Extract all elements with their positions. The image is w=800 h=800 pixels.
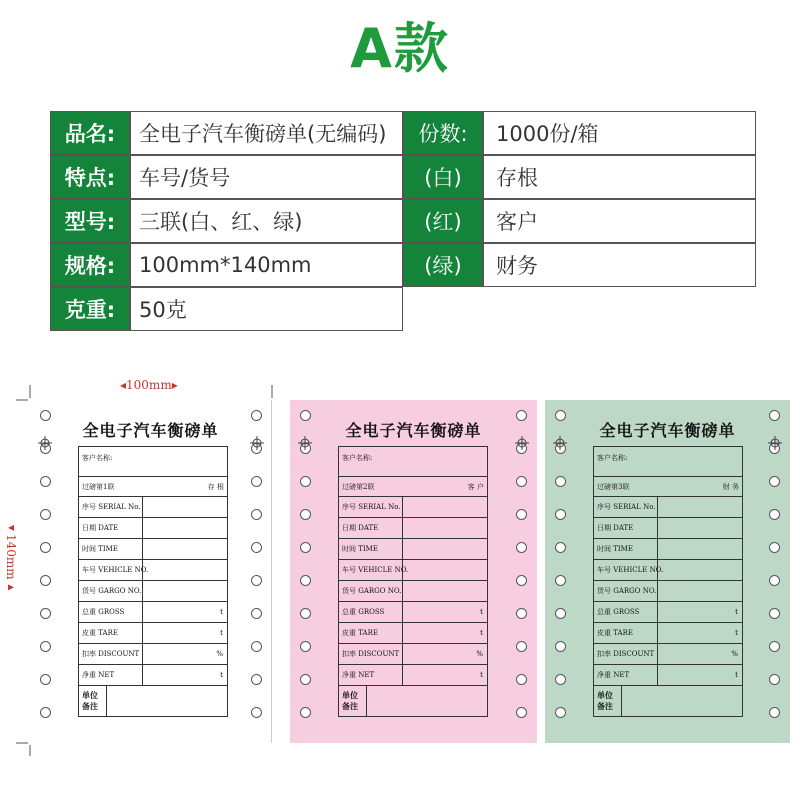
sprocket-hole [555,542,566,553]
sprocket-hole [40,641,51,652]
form-field-row [594,644,742,665]
spec-label: 克重: [50,287,130,331]
spec-value-2: 客户 [483,199,756,243]
form-field-row [79,623,227,644]
registration-mark-icon [250,436,264,450]
field-label: 序号 SERIAL No. [594,497,658,517]
dim-height-label: ◂140mm▸ [4,520,18,594]
unit-label: 单位 [342,690,358,700]
field-label: 净重 NET [339,665,403,685]
sprocket-hole [40,542,51,553]
customer-label: 客户名称: [597,454,628,462]
form-field-row [79,560,227,581]
form-field-row [594,560,742,581]
spec-row-model [50,199,756,243]
copy-role: 存 根 [207,482,224,491]
spec-label: 型号: [50,199,130,243]
field-unit [143,581,227,601]
field-unit: t [220,671,223,679]
form-field-row [339,665,487,686]
sprocket-hole [516,410,527,421]
field-unit: t [220,608,223,616]
field-unit [403,581,487,601]
field-label: 货号 GARGO NO. [339,581,403,601]
sprocket-hole [251,575,262,586]
page-title: A款 [350,17,450,80]
spec-table [50,111,756,332]
copy-role: 财 务 [722,482,739,491]
sprocket-hole [251,542,262,553]
customer-label: 客户名称: [82,454,113,462]
sprocket-hole [769,476,780,487]
form-field-row [594,623,742,644]
field-label: 货号 GARGO NO. [79,581,143,601]
weigh-form [593,446,743,717]
form-field-row [79,581,227,602]
spec-label-2: 份数: [403,111,483,155]
sprocket-hole [555,575,566,586]
sprocket-hole [516,542,527,553]
spec-label: 规格: [50,243,130,287]
field-label: 总重 GROSS [339,602,403,622]
field-label: 皮重 TARE [79,623,143,643]
form-copy-white [30,400,272,743]
field-unit [143,560,227,580]
sprocket-hole [555,707,566,718]
note-label [594,686,622,716]
field-unit [658,518,742,538]
spec-value: 三联(白、红、绿) [130,199,403,243]
field-unit: t [480,608,483,616]
note-row [594,686,742,716]
sprocket-hole [40,410,51,421]
field-unit [658,560,742,580]
sprocket-hole [251,707,262,718]
field-unit: t [220,629,223,637]
sprocket-hole [769,410,780,421]
field-unit [143,518,227,538]
registration-mark-icon [38,436,52,450]
copy-row [79,477,227,497]
field-unit: t [735,608,738,616]
form-field-row [79,497,227,518]
field-unit [658,581,742,601]
form-field-row [79,602,227,623]
spec-row-feature [50,155,756,199]
field-label: 净重 NET [79,665,143,685]
copy-row [339,477,487,497]
form-copy-pink [290,400,537,743]
remark-label: 备注 [342,701,358,711]
registration-mark-icon [298,436,312,450]
note-value [367,686,487,716]
sprocket-hole [251,476,262,487]
sprocket-hole [40,674,51,685]
weigh-form [78,446,228,717]
field-unit [403,497,487,517]
form-field-row [339,560,487,581]
registration-mark-icon [515,436,529,450]
spec-value-2: 存根 [483,155,756,199]
dim-width-label: ◂100mm▸ [120,378,178,392]
sprocket-hole [769,608,780,619]
form-title: 全电子汽车衡磅单 [345,421,482,440]
note-value [107,686,227,716]
sprocket-hole [516,608,527,619]
note-label [79,686,107,716]
form-field-row [594,518,742,539]
field-unit [658,497,742,517]
spec-value: 全电子汽车衡磅单(无编码) [130,111,403,155]
field-unit: % [731,650,738,658]
dim-height-text: 140mm [4,534,18,580]
field-label: 扣率 DISCOUNT [79,644,143,664]
sprocket-hole [300,410,311,421]
field-unit [403,539,487,559]
spec-label: 品名: [50,111,130,155]
sprocket-hole [769,575,780,586]
customer-row [339,447,487,477]
field-label: 日期 DATE [339,518,403,538]
sprocket-hole [300,575,311,586]
spec-label-2: (绿) [403,243,483,287]
sprocket-hole [300,542,311,553]
sprocket-hole [300,476,311,487]
form-field-row [594,581,742,602]
field-unit: t [735,629,738,637]
sprocket-hole [300,707,311,718]
sprocket-hole [555,641,566,652]
sprocket-hole [555,509,566,520]
customer-label: 客户名称: [342,454,373,462]
spec-label-2: (红) [403,199,483,243]
form-title: 全电子汽车衡磅单 [82,421,219,440]
unit-label: 单位 [597,690,613,700]
copy-row [594,477,742,497]
sprocket-hole [769,641,780,652]
field-unit [143,497,227,517]
field-label: 净重 NET [594,665,658,685]
spec-value: 车号/货号 [130,155,403,199]
note-value [622,686,742,716]
field-label: 时间 TIME [594,539,658,559]
sprocket-hole [769,707,780,718]
sprocket-hole [300,509,311,520]
field-label: 日期 DATE [594,518,658,538]
sprocket-hole [300,641,311,652]
registration-mark-icon [553,436,567,450]
form-field-row [79,539,227,560]
sprocket-hole [40,575,51,586]
field-label: 序号 SERIAL No. [339,497,403,517]
spec-row-name [50,111,756,155]
note-row [79,686,227,716]
copy-number: 过磅第1联 [82,482,115,491]
spec-label-2: (白) [403,155,483,199]
field-unit: % [476,650,483,658]
remark-label: 备注 [597,701,613,711]
field-unit [658,539,742,559]
sprocket-hole [300,608,311,619]
sprocket-hole [516,707,527,718]
sprocket-hole [251,608,262,619]
form-field-row [594,665,742,686]
sprocket-hole [251,410,262,421]
sprocket-hole [251,641,262,652]
form-field-row [339,581,487,602]
field-label: 皮重 TARE [594,623,658,643]
field-label: 车号 VEHICLE NO. [79,560,143,580]
sprocket-hole [40,509,51,520]
form-field-row [339,497,487,518]
spec-row-weight [50,287,403,331]
sprocket-hole [516,476,527,487]
form-field-row [594,602,742,623]
field-label: 总重 GROSS [594,602,658,622]
field-label: 扣率 DISCOUNT [339,644,403,664]
form-field-row [594,497,742,518]
customer-row [594,447,742,477]
form-field-row [339,644,487,665]
sprocket-hole [516,509,527,520]
registration-mark-icon [768,436,782,450]
field-label: 总重 GROSS [79,602,143,622]
sprocket-hole [555,674,566,685]
spec-value-2: 财务 [483,243,756,287]
field-unit [143,539,227,559]
sprocket-hole [516,575,527,586]
form-title: 全电子汽车衡磅单 [599,421,736,440]
form-field-row [79,665,227,686]
sprocket-hole [40,608,51,619]
field-label: 时间 TIME [79,539,143,559]
form-field-row [79,644,227,665]
sprocket-hole [555,476,566,487]
copy-role: 客 户 [467,482,484,491]
form-field-row [339,539,487,560]
sprocket-hole [251,509,262,520]
field-label: 日期 DATE [79,518,143,538]
sprocket-hole [555,608,566,619]
spec-value-2: 1000份/箱 [483,111,756,155]
field-label: 序号 SERIAL No. [79,497,143,517]
sprocket-hole [40,476,51,487]
form-copy-green [545,400,790,743]
sprocket-hole [300,674,311,685]
note-label [339,686,367,716]
form-field-row [79,518,227,539]
note-row [339,686,487,716]
field-label: 货号 GARGO NO. [594,581,658,601]
form-field-row [339,623,487,644]
sprocket-hole [769,674,780,685]
sprocket-hole [516,674,527,685]
field-unit: t [735,671,738,679]
field-unit [403,518,487,538]
remark-label: 备注 [82,701,98,711]
weigh-form [338,446,488,717]
spec-row-size [50,243,756,287]
field-label: 扣率 DISCOUNT [594,644,658,664]
sprocket-hole [40,707,51,718]
sprocket-hole [555,410,566,421]
form-field-row [594,539,742,560]
field-label: 车号 VEHICLE NO. [339,560,403,580]
field-unit: t [480,671,483,679]
sprocket-hole [769,509,780,520]
customer-row [79,447,227,477]
sprocket-hole [769,542,780,553]
field-label: 车号 VEHICLE NO. [594,560,658,580]
field-unit: t [480,629,483,637]
dim-width-text: 100mm [126,378,172,392]
sprocket-hole [251,674,262,685]
spec-value: 50克 [130,287,403,331]
field-unit: % [216,650,223,658]
field-label: 皮重 TARE [339,623,403,643]
form-field-row [339,602,487,623]
form-field-row [339,518,487,539]
field-label: 时间 TIME [339,539,403,559]
copy-number: 过磅第2联 [342,482,375,491]
sprocket-hole [516,641,527,652]
copy-number: 过磅第3联 [597,482,630,491]
field-unit [403,560,487,580]
unit-label: 单位 [82,690,98,700]
spec-label: 特点: [50,155,130,199]
spec-value: 100mm*140mm [130,243,403,287]
